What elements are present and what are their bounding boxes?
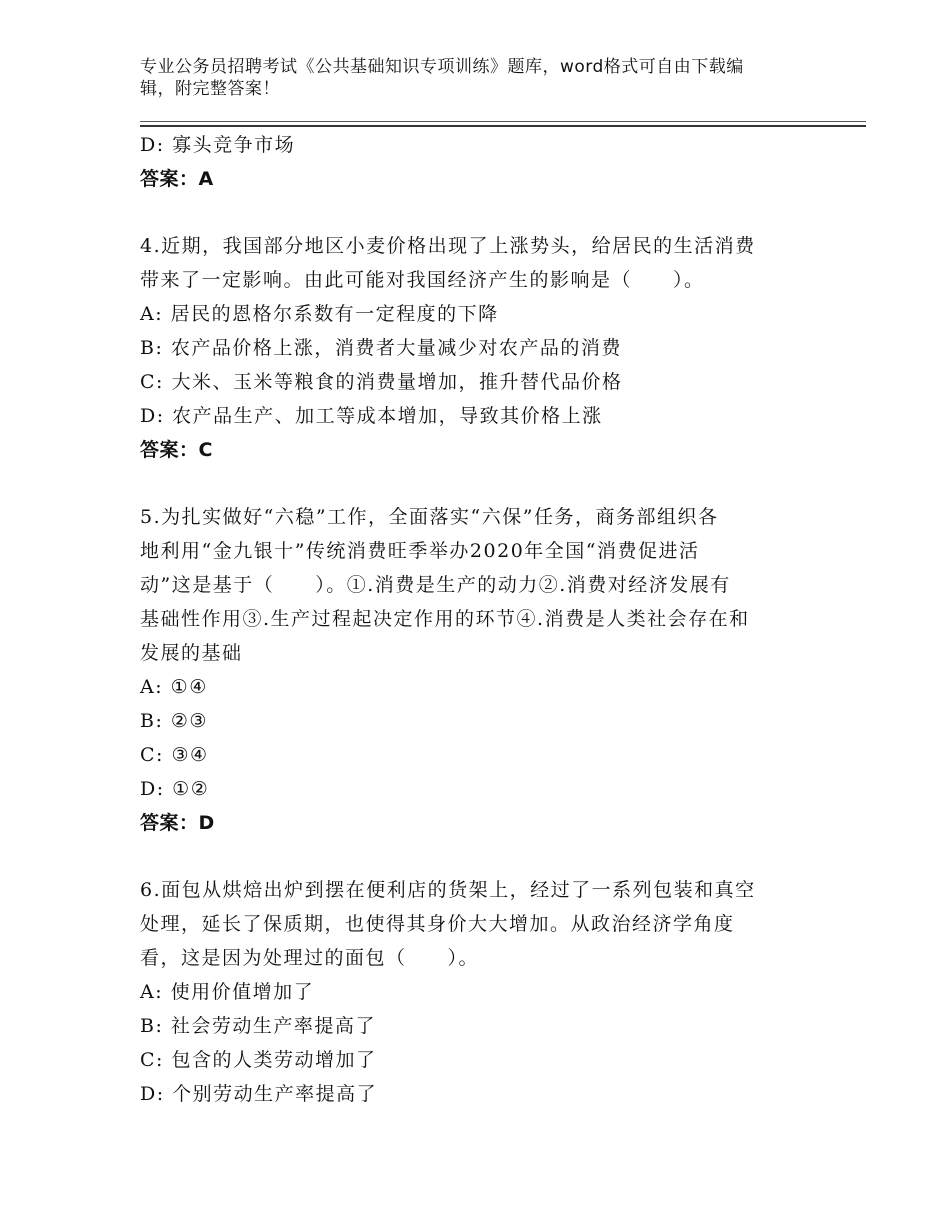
answer-label: 答案：A	[140, 168, 214, 190]
option-d: D: 寡头竞争市场	[140, 134, 296, 156]
question-text-line: 5.为扎实做好“六稳”工作，全面落实“六保”任务，商务部组织各	[140, 506, 719, 528]
question-text-line: 发展的基础	[140, 642, 243, 664]
option-a: A: 使用价值增加了	[140, 981, 315, 1003]
question-text-line: 4.近期，我国部分地区小麦价格出现了上涨势头，给居民的生活消费	[140, 235, 756, 257]
spacer	[140, 467, 820, 500]
question-text-line: 地利用“金九银十”传统消费旺季举办2020年全国“消费促进活	[140, 540, 700, 562]
header-line-2: 辑，附完整答案！	[140, 79, 280, 99]
header-rule-thin	[140, 121, 866, 122]
answer-label: 答案：C	[140, 439, 213, 461]
option-a: A: ①④	[140, 676, 208, 698]
option-d: D: 个别劳动生产率提高了	[140, 1083, 378, 1105]
option-c: C: 大米、玉米等粮食的消费量增加，推升替代品价格	[140, 371, 623, 393]
question-6	[140, 873, 820, 1111]
option-c: C: 包含的人类劳动增加了	[140, 1049, 377, 1071]
option-b: B: ②③	[140, 710, 208, 732]
question-text-line: 6.面包从烘焙出炉到摆在便利店的货架上，经过了一系列包装和真空	[140, 879, 756, 901]
question-content	[140, 128, 820, 1111]
answer-label: 答案：D	[140, 812, 215, 834]
option-d: D: ①②	[140, 778, 210, 800]
spacer	[140, 196, 820, 229]
question-4	[140, 229, 820, 467]
option-b: B: 社会劳动生产率提高了	[140, 1015, 376, 1037]
question-text-line: 动”这是基于（ ）。①.消费是生产的动力②.消费对经济发展有	[140, 574, 731, 596]
document-header	[140, 56, 820, 100]
option-c: C: ③④	[140, 744, 209, 766]
header-rule-thick	[140, 125, 866, 127]
question-text-line: 处理，延长了保质期，也使得其身价大大增加。从政治经济学角度	[140, 913, 735, 935]
option-b: B: 农产品价格上涨，消费者大量减少对农产品的消费	[140, 337, 622, 359]
spacer	[140, 840, 820, 873]
option-a: A: 居民的恩格尔系数有一定程度的下降	[140, 303, 499, 325]
question-text-line: 看，这是因为处理过的面包（ ）。	[140, 947, 480, 969]
header-line-1: 专业公务员招聘考试《公共基础知识专项训练》题库，word格式可自由下载编	[140, 57, 744, 77]
option-d: D: 农产品生产、加工等成本增加，导致其价格上涨	[140, 405, 603, 427]
question-5	[140, 500, 820, 840]
question-text-line: 带来了一定影响。由此可能对我国经济产生的影响是（ ）。	[140, 269, 705, 291]
question-text-line: 基础性作用③.生产过程起决定作用的环节④.消费是人类社会存在和	[140, 608, 750, 630]
